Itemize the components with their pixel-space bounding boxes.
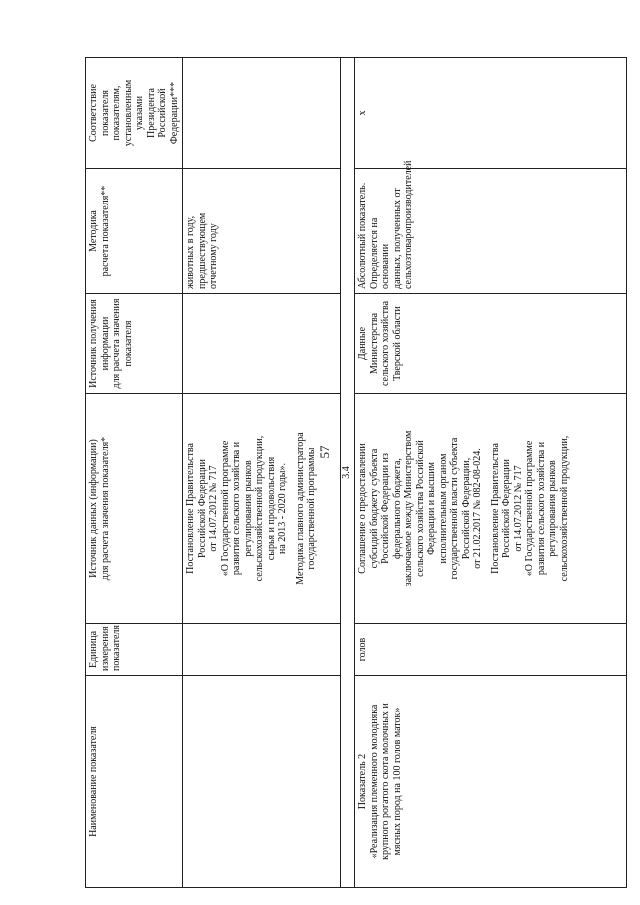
row-number-cell (341, 58, 355, 888)
cell-indicator-compliance: x (355, 58, 627, 169)
cell-info-source-empty (183, 294, 341, 394)
header-method: Методика расчета показателя** (86, 169, 183, 294)
cell-source-continuation (183, 394, 341, 624)
row-number: 3.4 (341, 466, 352, 479)
cell-name-empty (183, 676, 341, 888)
header-compliance: Соответствие показателя показателям, установленным указами Президента Российской Федерации*** (86, 58, 183, 169)
table-row-indicator-2 (355, 58, 627, 888)
cell-indicator-name (355, 676, 627, 888)
indicator-title: Показатель 2 (357, 753, 368, 810)
header-info-source: Источник получения информации для расчета значения показателя (86, 294, 183, 394)
table-row-num (341, 58, 355, 888)
table-row-continuation (183, 58, 341, 888)
source-methodology-text: Методика главного администратора государственной программы (294, 432, 317, 585)
header-unit: Единица измерения показателя (86, 624, 183, 676)
header-name: Наименование показателя (86, 676, 183, 888)
cell-compliance-empty (183, 58, 341, 169)
page-number: 57 (317, 445, 332, 459)
cell-indicator-info-source: Данные Министерства сельского хозяйства Тверской области (355, 294, 627, 394)
source-agreement-text: Соглашение о предоставлении субсидий бюджету субъекта Российской Федерации из федерального бюджета, заключаемое между Министерством сельского хозяйства Российской Федерации и высшим исполнительным органом государственной власти субъекта Российской Федерации, от 21.02.2017 № 082-08-024. (357, 430, 483, 587)
cell-unit-empty (183, 624, 341, 676)
cell-indicator-method: Абсолютный показатель. Определяется на основании данных, полученных от сельхозтоваропроизводителей (355, 169, 627, 294)
source-resolution-text-2: Постановление Правительства Российской Федерации от 14.07.2012 № 717 «О Государственной программе развития сельского хозяйства и регулирования рынков сельскохозяйственной продукции, (489, 435, 570, 582)
indicator-table-wrapper (85, 58, 627, 888)
indicator-table (85, 57, 627, 888)
cell-method-continuation: животных в году, предшествующем отчетному году (183, 169, 341, 294)
cell-indicator-unit: голов (355, 624, 627, 676)
cell-indicator-source (355, 394, 627, 624)
header-source: Источник данных (информации) для расчета значения показателя* (86, 394, 183, 624)
header-row (86, 58, 183, 888)
source-resolution-text: Постановление Правительства Российской Федерации от 14.07.2012 № 717 «О Государственной программе развития сельского хозяйства и регулирования рынков сельскохозяйственной продукции, сырья и продовольствия на 2013 - 2020 годы». (185, 435, 288, 582)
indicator-text: «Реализация племенного молодняка крупного рогатого скота молочных и мясных пород на 100 голов маток» (368, 703, 403, 860)
